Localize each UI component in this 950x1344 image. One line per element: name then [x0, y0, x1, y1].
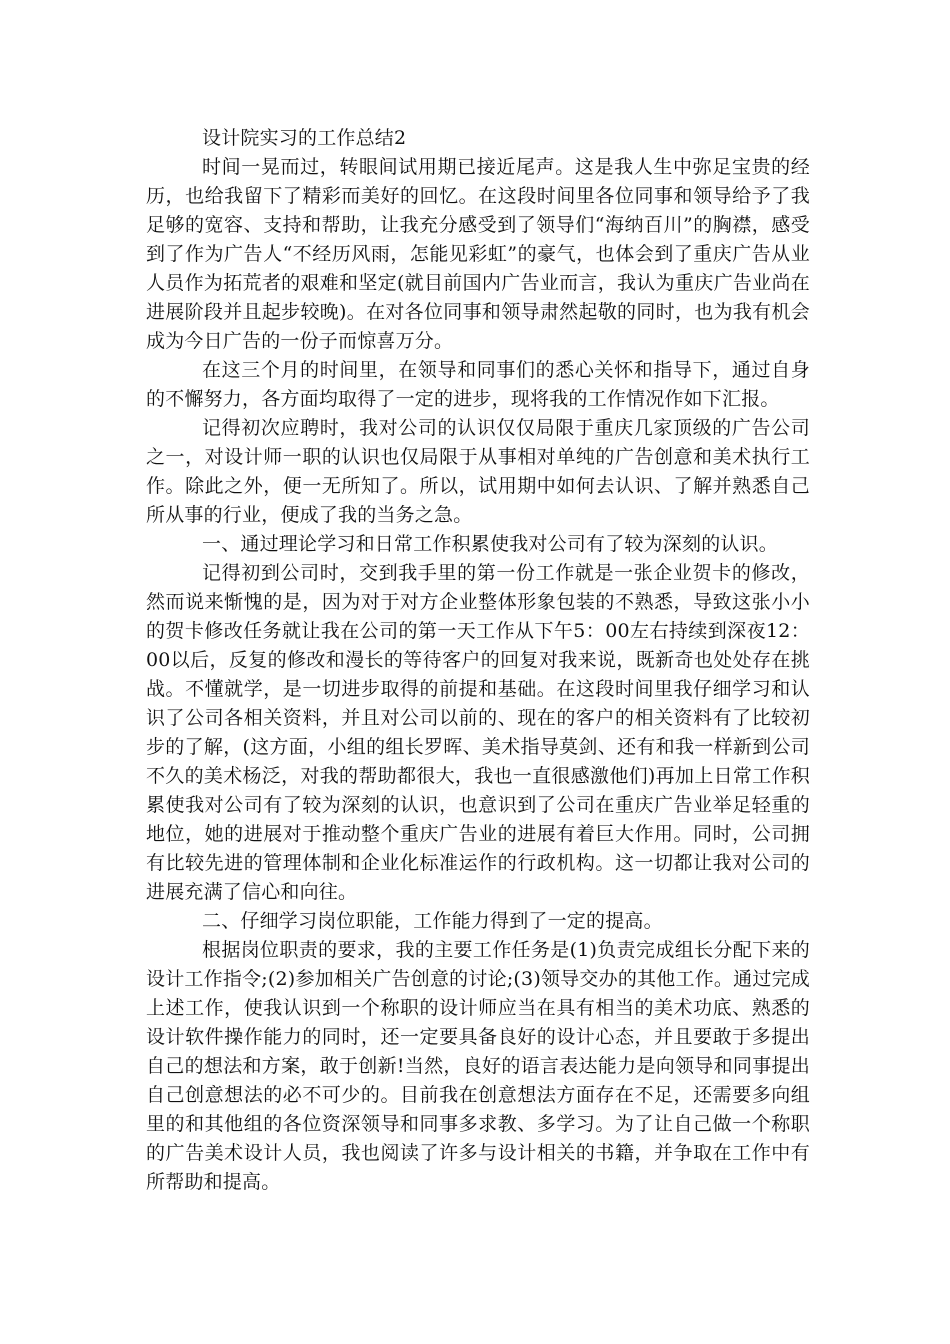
paragraph-3: 记得初次应聘时，我对公司的认识仅仅局限于重庆几家顶级的广告公司之一，对设计师一职的认识也仅局限于从事相对单纯的广告创意和美术执行工作。除此之外，便一无所知了。所以，试用期中如何去认识、了解并熟悉自己所从事的行业，便成了我的当务之急。: [146, 417, 810, 526]
paragraph-4: 记得初到公司时，交到我手里的第一份工作就是一张企业贺卡的修改，然而说来惭愧的是，因为对于对方企业整体形象包装的不熟悉，导致这张小小的贺卡修改任务就让我在公司的第一天工作从下午5：00左右持续到深夜12：00以后，反复的修改和漫长的等待客户的回复对我来说，既新奇也处处存在挑战。不懂就学，是一切进步取得的前提和基础。在这段时间里我仔细学习和认识了公司各相关资料，并且对公司以前的、现在的客户的相关资料有了比较初步的了解，(这方面，小组的组长罗晖、美术指导莫剑、还有和我一样新到公司不久的美术杨泛，对我的帮助都很大，我也一直很感激他们)再加上日常工作积累使我对公司有了较为深刻的认识，也意识到了公司在重庆广告业举足轻重的地位，她的进展对于推动整个重庆广告业的进展有着巨大作用。同时，公司拥有比较先进的管理体制和企业化标准运作的行政机构。这一切都让我对公司的进展充满了信心和向往。: [146, 562, 810, 903]
paragraph-1: 时间一晃而过，转眼间试用期已接近尾声。这是我人生中弥足宝贵的经历，也给我留下了精彩而美好的回忆。在这段时间里各位同事和领导给予了我足够的宽容、支持和帮助，让我充分感受到了领导们“海纳百川”的胸襟，感受到了作为广告人“不经历风雨，怎能见彩虹”的豪气，也体会到了重庆广告从业人员作为拓荒者的艰难和坚定(就目前国内广告业而言，我认为重庆广告业尚在进展阶段并且起步较晚)。在对各位同事和领导肃然起敬的同时，也为我有机会成为今日广告的一份子而惊喜万分。: [146, 156, 810, 352]
paragraph-5: 根据岗位职责的要求，我的主要工作任务是(1)负责完成组长分配下来的设计工作指令;(2)参加相关广告创意的讨论;(3)领导交办的其他工作。通过完成上述工作，使我认识到一个称职的设计师应当在具有相当的美术功底、熟悉的设计软件操作能力的同时，还一定要具备良好的设计心态，并且要敢于多提出自己的想法和方案，敢于创新!当然，良好的语言表达能力是向领导和同事提出自己创意想法的必不可少的。目前我在创意想法方面存在不足，还需要多向组里的和其他组的各位资深领导和同事多求教、多学习。为了让自己做一个称职的广告美术设计人员，我也阅读了许多与设计相关的书籍，并争取在工作中有所帮助和提高。: [146, 939, 810, 1193]
document-body: [146, 124, 810, 1197]
document-title: 设计院实习的工作总结2: [202, 127, 407, 149]
paragraph-2: 在这三个月的时间里，在领导和同事们的悉心关怀和指导下，通过自身的不懈努力，各方面均取得了一定的进步，现将我的工作情况作如下汇报。: [146, 359, 810, 410]
section-heading-2: 二、仔细学习岗位职能，工作能力得到了一定的提高。: [202, 910, 663, 932]
section-heading-1: 一、通过理论学习和日常工作积累使我对公司有了较为深刻的认识。: [202, 533, 779, 555]
